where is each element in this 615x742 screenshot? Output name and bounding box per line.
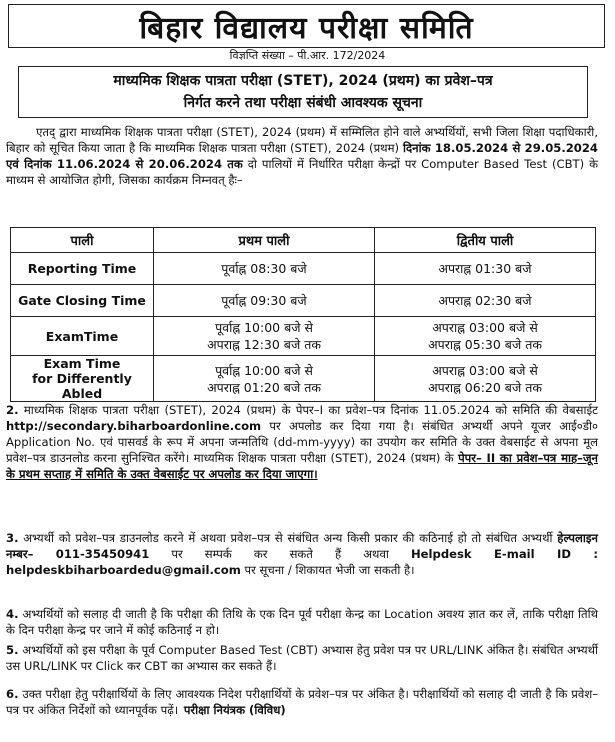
helpdesk-email[interactable]: Helpdesk E-mail ID : helpdeskbiharboardedu@gmail.com bbox=[6, 547, 598, 577]
point-number: 2. bbox=[6, 403, 19, 417]
intro-text-2: दो पालियों में निर्धारित परीक्षा केन्द्रों पर Computer Based Test (CBT) के माध्यम से आयोजित होगी, जिसका कार्यक्रम निम्नवत् हैः– bbox=[6, 157, 598, 187]
board-title: बिहार विद्यालय परीक्षा समिति bbox=[139, 10, 474, 46]
table-row bbox=[11, 356, 596, 402]
time-from: पूर्वाह्न 10:00 बजे से bbox=[215, 362, 313, 378]
row-label: Reporting Time bbox=[11, 253, 154, 285]
table-row bbox=[11, 317, 596, 356]
point-5-text: अभ्यर्थियों को इस परीक्षा के पूर्व Computer Based Test (CBT) अभ्यास हेतु प्रवेश पत्र पर URL/LINK अंकित है। संबंधित अभ्यर्थी उस URL/LINK पर Click कर CBT का अभ्यास कर सकते हैं। bbox=[6, 643, 598, 673]
notice-reference: विज्ञप्ति संख्या – पी.आर. 172/2024 bbox=[229, 49, 386, 62]
col-first-shift: प्रथम पाली bbox=[154, 228, 375, 253]
time-to: अपराह्न 06:20 बजे तक bbox=[428, 379, 542, 395]
point-3-text-a: अभ्यर्थी को प्रवेश–पत्र डाउनलोड करने में अथवा प्रवेश–पत्र से संबंधित अन्य किसी प्रकार की कठिनाई हो तो संबंधित अभ्यर्थी bbox=[18, 531, 558, 545]
table-row bbox=[11, 285, 596, 317]
website-link[interactable]: http://secondary.biharboardonline.com bbox=[6, 419, 262, 433]
helpline-number: हेल्पलाइन नम्बर– 011-35450941 bbox=[6, 531, 598, 561]
col-second-shift: द्वितीय पाली bbox=[375, 228, 596, 253]
row-label-line-1: Exam Time bbox=[43, 356, 121, 371]
point-3-text-b: पर सम्पर्क कर सकते हैं अथवा bbox=[149, 547, 411, 561]
second-shift-cell: अपराह्न 02:30 बजे bbox=[375, 285, 596, 317]
time-to: अपराह्न 12:30 बजे तक bbox=[207, 337, 321, 352]
point-5 bbox=[6, 642, 598, 674]
time-from: अपराह्न 03:00 बजे से bbox=[432, 362, 538, 378]
point-4-text: अभ्यर्थियों को सलाह दी जाती है कि परीक्षा की तिथि के एक दिन पूर्व परीक्षा केन्द्र का Location अवश्य ज्ञात कर लें, ताकि परीक्षा तिथि के दिन परीक्षा केन्द्र पर जाने में कोई कठिनाई न हो। bbox=[6, 607, 598, 637]
time-to: अपराह्न 01:20 बजे तक bbox=[207, 379, 321, 395]
first-shift-cell: पूर्वाह्न 09:30 बजे bbox=[154, 285, 375, 317]
time-from: पूर्वाह्न 10:00 बजे से bbox=[215, 320, 313, 335]
second-shift-cell bbox=[375, 356, 596, 402]
subject-line-2: निर्गत करने तथा परीक्षा संबंधी आवश्यक सूचना bbox=[183, 95, 423, 111]
first-shift-cell: पूर्वाह्न 08:30 बजे bbox=[154, 253, 375, 285]
row-label bbox=[11, 356, 154, 402]
point-number: 5. bbox=[6, 643, 19, 657]
subject-line-1: माध्यमिक शिक्षक पात्रता परीक्षा (STET), 2024 (प्रथम) का प्रवेश–पत्र bbox=[113, 73, 493, 89]
row-label: Gate Closing Time bbox=[11, 285, 154, 317]
signatory: परीक्षा नियंत्रक (विविध) bbox=[183, 703, 286, 717]
paper-2-notice: पेपर– II का प्रवेश–पत्र माह–जून के प्रथम सप्ताह में समिति के उक्त वेबसाईट पर अपलोड कर दिया जाएगा। bbox=[6, 451, 598, 481]
second-shift-cell: अपराह्न 01:30 बजे bbox=[375, 253, 596, 285]
second-shift-cell bbox=[375, 317, 596, 356]
point-3 bbox=[6, 530, 598, 578]
header-banner bbox=[8, 4, 605, 48]
time-from: अपराह्न 03:00 बजे से bbox=[432, 320, 538, 335]
first-shift-cell bbox=[154, 356, 375, 402]
subject-box bbox=[18, 66, 588, 118]
schedule-table bbox=[10, 227, 596, 402]
exam-dates: दिनांक 18.05.2024 से 29.05.2024 एवं दिनांक 11.06.2024 से 20.06.2024 तक bbox=[6, 141, 599, 171]
col-shift: पाली bbox=[11, 228, 154, 253]
point-2 bbox=[6, 402, 598, 482]
point-number: 4. bbox=[6, 607, 19, 621]
table-row bbox=[11, 253, 596, 285]
table-header-row bbox=[11, 228, 596, 253]
row-label-line-2: for Differently Abled bbox=[32, 371, 132, 401]
row-label: ExamTime bbox=[11, 317, 154, 356]
point-6-text: उक्त परीक्षा हेतु परीक्षार्थियों के लिए आवश्यक निदेश परीक्षार्थियों के प्रवेश–पत्र पर अंकित है। परीक्षार्थियों को सलाह दी जाती है कि प्रवेश–पत्र पर अंकित निर्देशों को ध्यानपूर्वक पढ़ें। bbox=[6, 687, 598, 717]
time-to: अपराह्न 05:30 बजे तक bbox=[428, 337, 542, 352]
point-3-text-c: पर सूचना / शिकायत भेजी जा सकती है। bbox=[240, 563, 415, 577]
point-2-text-a: माध्यमिक शिक्षक पात्रता परीक्षा (STET), 2024 (प्रथम) के पेपर–I का प्रवेश–पत्र दिनांक 11.05.2024 को समिति की वेबसाईट bbox=[18, 403, 598, 417]
point-4 bbox=[6, 606, 598, 638]
first-shift-cell bbox=[154, 317, 375, 356]
intro-paragraph bbox=[6, 124, 598, 188]
intro-text-1: एतद् द्वारा माध्यमिक शिक्षक पात्रता परीक्षा (STET), 2024 (प्रथम) में सम्मिलित होने वाले अभ्यर्थियों, सभी जिला शिक्षा पदाधिकारी, बिहार को सूचित किया जाता है कि माध्यमिक शिक्षक पात्रता परीक्षा (STET), 2024 (प्रथम) bbox=[6, 125, 598, 155]
point-number: 3. bbox=[6, 531, 19, 545]
point-number: 6. bbox=[6, 687, 19, 701]
point-2-text-b: पर अपलोड कर दिया गया है। संबंधित अभ्यर्थी अपने यूजर आई०डी० Application No. एवं पासवर्ड के रूप में अपना जन्मतिथि (dd-mm-yyyy) का उपयोग कर समिति के उक्त वेबसाईट से अपना मूल प्रवेश–पत्र डाउनलोड करना सुनिश्चित करेंगे। माध्यमिक शिक्षक पात्रता परीक्षा (STET), 2024 (प्रथम) के bbox=[6, 419, 598, 465]
point-6 bbox=[6, 686, 598, 718]
